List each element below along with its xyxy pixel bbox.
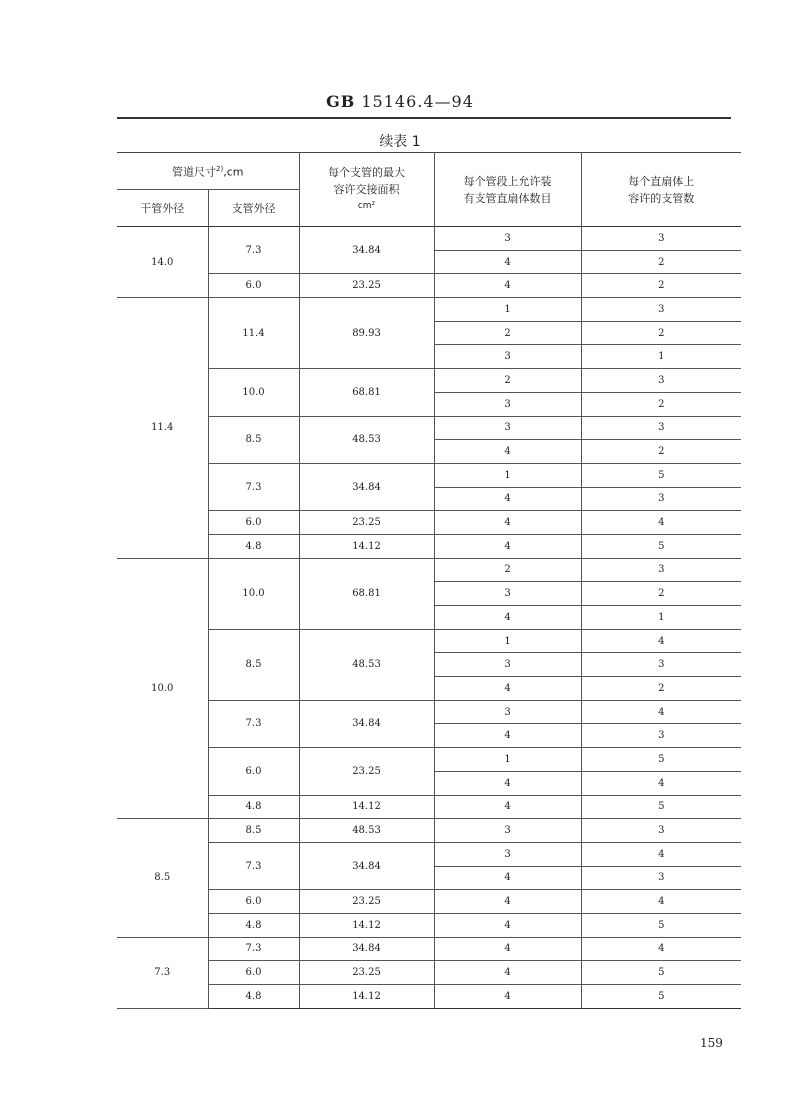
count-cell: 4 <box>434 866 581 890</box>
table-row <box>117 819 741 843</box>
standard-code: GB <box>326 92 356 111</box>
table-body <box>117 227 741 1009</box>
branches-cell: 3 <box>581 416 741 440</box>
pipe-size-label: 管道尺寸 <box>172 165 217 179</box>
count-cell: 4 <box>434 985 581 1009</box>
branch-od-cell: 4.8 <box>208 795 299 819</box>
branch-od-cell: 7.3 <box>208 227 299 274</box>
table-row <box>117 416 741 440</box>
count-cell: 3 <box>434 416 581 440</box>
table-row <box>117 227 741 251</box>
max-area-cell: 68.81 <box>299 369 434 416</box>
count-cell: 2 <box>434 321 581 345</box>
branch-od-cell: 6.0 <box>208 511 299 535</box>
branches-cell: 5 <box>581 795 741 819</box>
max-area-cell: 68.81 <box>299 558 434 629</box>
count-cell: 1 <box>434 463 581 487</box>
table-row <box>117 748 741 772</box>
table-row <box>117 534 741 558</box>
table-caption: 续表 1 <box>379 134 421 150</box>
branch-od-cell: 8.5 <box>208 416 299 463</box>
table-row <box>117 985 741 1009</box>
branches-cell: 2 <box>581 250 741 274</box>
max-area-cell: 34.84 <box>299 700 434 747</box>
branch-od-cell: 10.0 <box>208 369 299 416</box>
count-cell: 3 <box>434 653 581 677</box>
main-od-cell: 11.4 <box>117 298 208 559</box>
count-line1: 每个管段上允许装 <box>463 174 552 188</box>
branches-cell: 4 <box>581 700 741 724</box>
count-cell: 1 <box>434 748 581 772</box>
branches-cell: 1 <box>581 345 741 369</box>
table-row <box>117 511 741 535</box>
branches-header <box>581 153 741 227</box>
count-cell: 4 <box>434 937 581 961</box>
count-cell: 4 <box>434 795 581 819</box>
branch-od-cell: 10.0 <box>208 558 299 629</box>
table-row <box>117 913 741 937</box>
max-area-line1: 每个支管的最大 <box>328 166 406 179</box>
page-number: 159 <box>700 1036 723 1050</box>
max-area-cell: 14.12 <box>299 795 434 819</box>
max-area-cell: 23.25 <box>299 890 434 914</box>
max-area-cell: 23.25 <box>299 961 434 985</box>
max-area-cell: 14.12 <box>299 534 434 558</box>
count-header <box>434 153 581 227</box>
table-row <box>117 558 741 582</box>
count-cell: 3 <box>434 700 581 724</box>
branches-cell: 1 <box>581 606 741 630</box>
count-cell: 3 <box>434 227 581 251</box>
main-od-cell: 10.0 <box>117 558 208 819</box>
count-cell: 4 <box>434 606 581 630</box>
branches-cell: 5 <box>581 985 741 1009</box>
max-area-header <box>299 153 434 227</box>
count-cell: 3 <box>434 392 581 416</box>
count-cell: 3 <box>434 345 581 369</box>
standard-number: 15146.4—94 <box>361 92 474 111</box>
branch-od-cell: 7.3 <box>208 842 299 889</box>
branches-cell: 2 <box>581 274 741 298</box>
max-area-cell: 23.25 <box>299 748 434 795</box>
count-cell: 4 <box>434 274 581 298</box>
branch-od-cell: 6.0 <box>208 961 299 985</box>
max-area-cell: 34.84 <box>299 463 434 510</box>
max-area-cell: 34.84 <box>299 937 434 961</box>
table-row <box>117 274 741 298</box>
branch-od-cell: 11.4 <box>208 298 299 369</box>
branches-line2: 容许的支管数 <box>628 191 695 205</box>
branches-cell: 2 <box>581 582 741 606</box>
max-area-cell: 89.93 <box>299 298 434 369</box>
table-row <box>117 795 741 819</box>
max-area-unit: cm² <box>357 201 376 211</box>
table-row <box>117 890 741 914</box>
header-rule <box>117 117 731 119</box>
branch-od-header: 支管外径 <box>208 190 299 227</box>
max-area-cell: 34.84 <box>299 227 434 274</box>
branch-od-cell: 6.0 <box>208 274 299 298</box>
count-cell: 4 <box>434 890 581 914</box>
branch-od-cell: 7.3 <box>208 463 299 510</box>
count-cell: 3 <box>434 819 581 843</box>
branches-cell: 3 <box>581 724 741 748</box>
branches-cell: 3 <box>581 819 741 843</box>
table-row <box>117 298 741 322</box>
max-area-cell: 48.53 <box>299 416 434 463</box>
max-area-cell: 23.25 <box>299 274 434 298</box>
branch-od-cell: 6.0 <box>208 748 299 795</box>
count-cell: 1 <box>434 629 581 653</box>
count-cell: 4 <box>434 534 581 558</box>
count-cell: 1 <box>434 298 581 322</box>
pipe-table <box>117 152 741 1009</box>
main-od-header: 干管外径 <box>117 190 208 227</box>
main-od-cell: 7.3 <box>117 937 208 1008</box>
count-cell: 3 <box>434 582 581 606</box>
max-area-line2: 容许交接面积 <box>333 183 400 196</box>
branches-cell: 4 <box>581 842 741 866</box>
branches-cell: 2 <box>581 677 741 701</box>
branches-cell: 3 <box>581 487 741 511</box>
table-row <box>117 937 741 961</box>
count-cell: 4 <box>434 961 581 985</box>
count-cell: 4 <box>434 440 581 464</box>
branch-od-cell: 4.8 <box>208 534 299 558</box>
count-cell: 2 <box>434 369 581 393</box>
branches-line1: 每个直扇体上 <box>628 174 695 188</box>
table-row <box>117 463 741 487</box>
branch-od-cell: 6.0 <box>208 890 299 914</box>
table-row <box>117 842 741 866</box>
table-row <box>117 629 741 653</box>
branch-od-cell: 8.5 <box>208 819 299 843</box>
branches-cell: 3 <box>581 369 741 393</box>
count-cell: 2 <box>434 558 581 582</box>
branches-cell: 5 <box>581 463 741 487</box>
branch-od-cell: 8.5 <box>208 629 299 700</box>
branches-cell: 2 <box>581 440 741 464</box>
branches-cell: 4 <box>581 890 741 914</box>
max-area-cell: 14.12 <box>299 985 434 1009</box>
pipe-size-footnote: 2) <box>216 165 224 174</box>
branches-cell: 5 <box>581 913 741 937</box>
max-area-cell: 14.12 <box>299 913 434 937</box>
document-header <box>0 92 800 111</box>
branches-cell: 2 <box>581 321 741 345</box>
branches-cell: 3 <box>581 558 741 582</box>
table-row <box>117 369 741 393</box>
count-cell: 4 <box>434 250 581 274</box>
branches-cell: 4 <box>581 629 741 653</box>
pipe-size-unit: ,cm <box>223 165 244 179</box>
branch-od-cell: 7.3 <box>208 937 299 961</box>
count-cell: 4 <box>434 913 581 937</box>
branches-cell: 5 <box>581 961 741 985</box>
max-area-cell: 48.53 <box>299 819 434 843</box>
table-row <box>117 961 741 985</box>
branches-cell: 4 <box>581 511 741 535</box>
branches-cell: 3 <box>581 866 741 890</box>
pipe-size-header <box>117 153 299 190</box>
branches-cell: 3 <box>581 653 741 677</box>
branch-od-cell: 7.3 <box>208 700 299 747</box>
main-od-cell: 14.0 <box>117 227 208 298</box>
count-cell: 4 <box>434 677 581 701</box>
count-line2: 有支管直扇体数目 <box>463 191 552 205</box>
branches-cell: 4 <box>581 771 741 795</box>
branches-cell: 3 <box>581 298 741 322</box>
count-cell: 4 <box>434 724 581 748</box>
branch-od-cell: 4.8 <box>208 913 299 937</box>
branch-od-cell: 4.8 <box>208 985 299 1009</box>
branches-cell: 5 <box>581 748 741 772</box>
branches-cell: 5 <box>581 534 741 558</box>
count-cell: 4 <box>434 771 581 795</box>
main-od-cell: 8.5 <box>117 819 208 937</box>
max-area-cell: 48.53 <box>299 629 434 700</box>
branches-cell: 4 <box>581 937 741 961</box>
count-cell: 3 <box>434 842 581 866</box>
branches-cell: 2 <box>581 392 741 416</box>
count-cell: 4 <box>434 487 581 511</box>
branches-cell: 3 <box>581 227 741 251</box>
max-area-cell: 34.84 <box>299 842 434 889</box>
table-row <box>117 700 741 724</box>
max-area-cell: 23.25 <box>299 511 434 535</box>
count-cell: 4 <box>434 511 581 535</box>
